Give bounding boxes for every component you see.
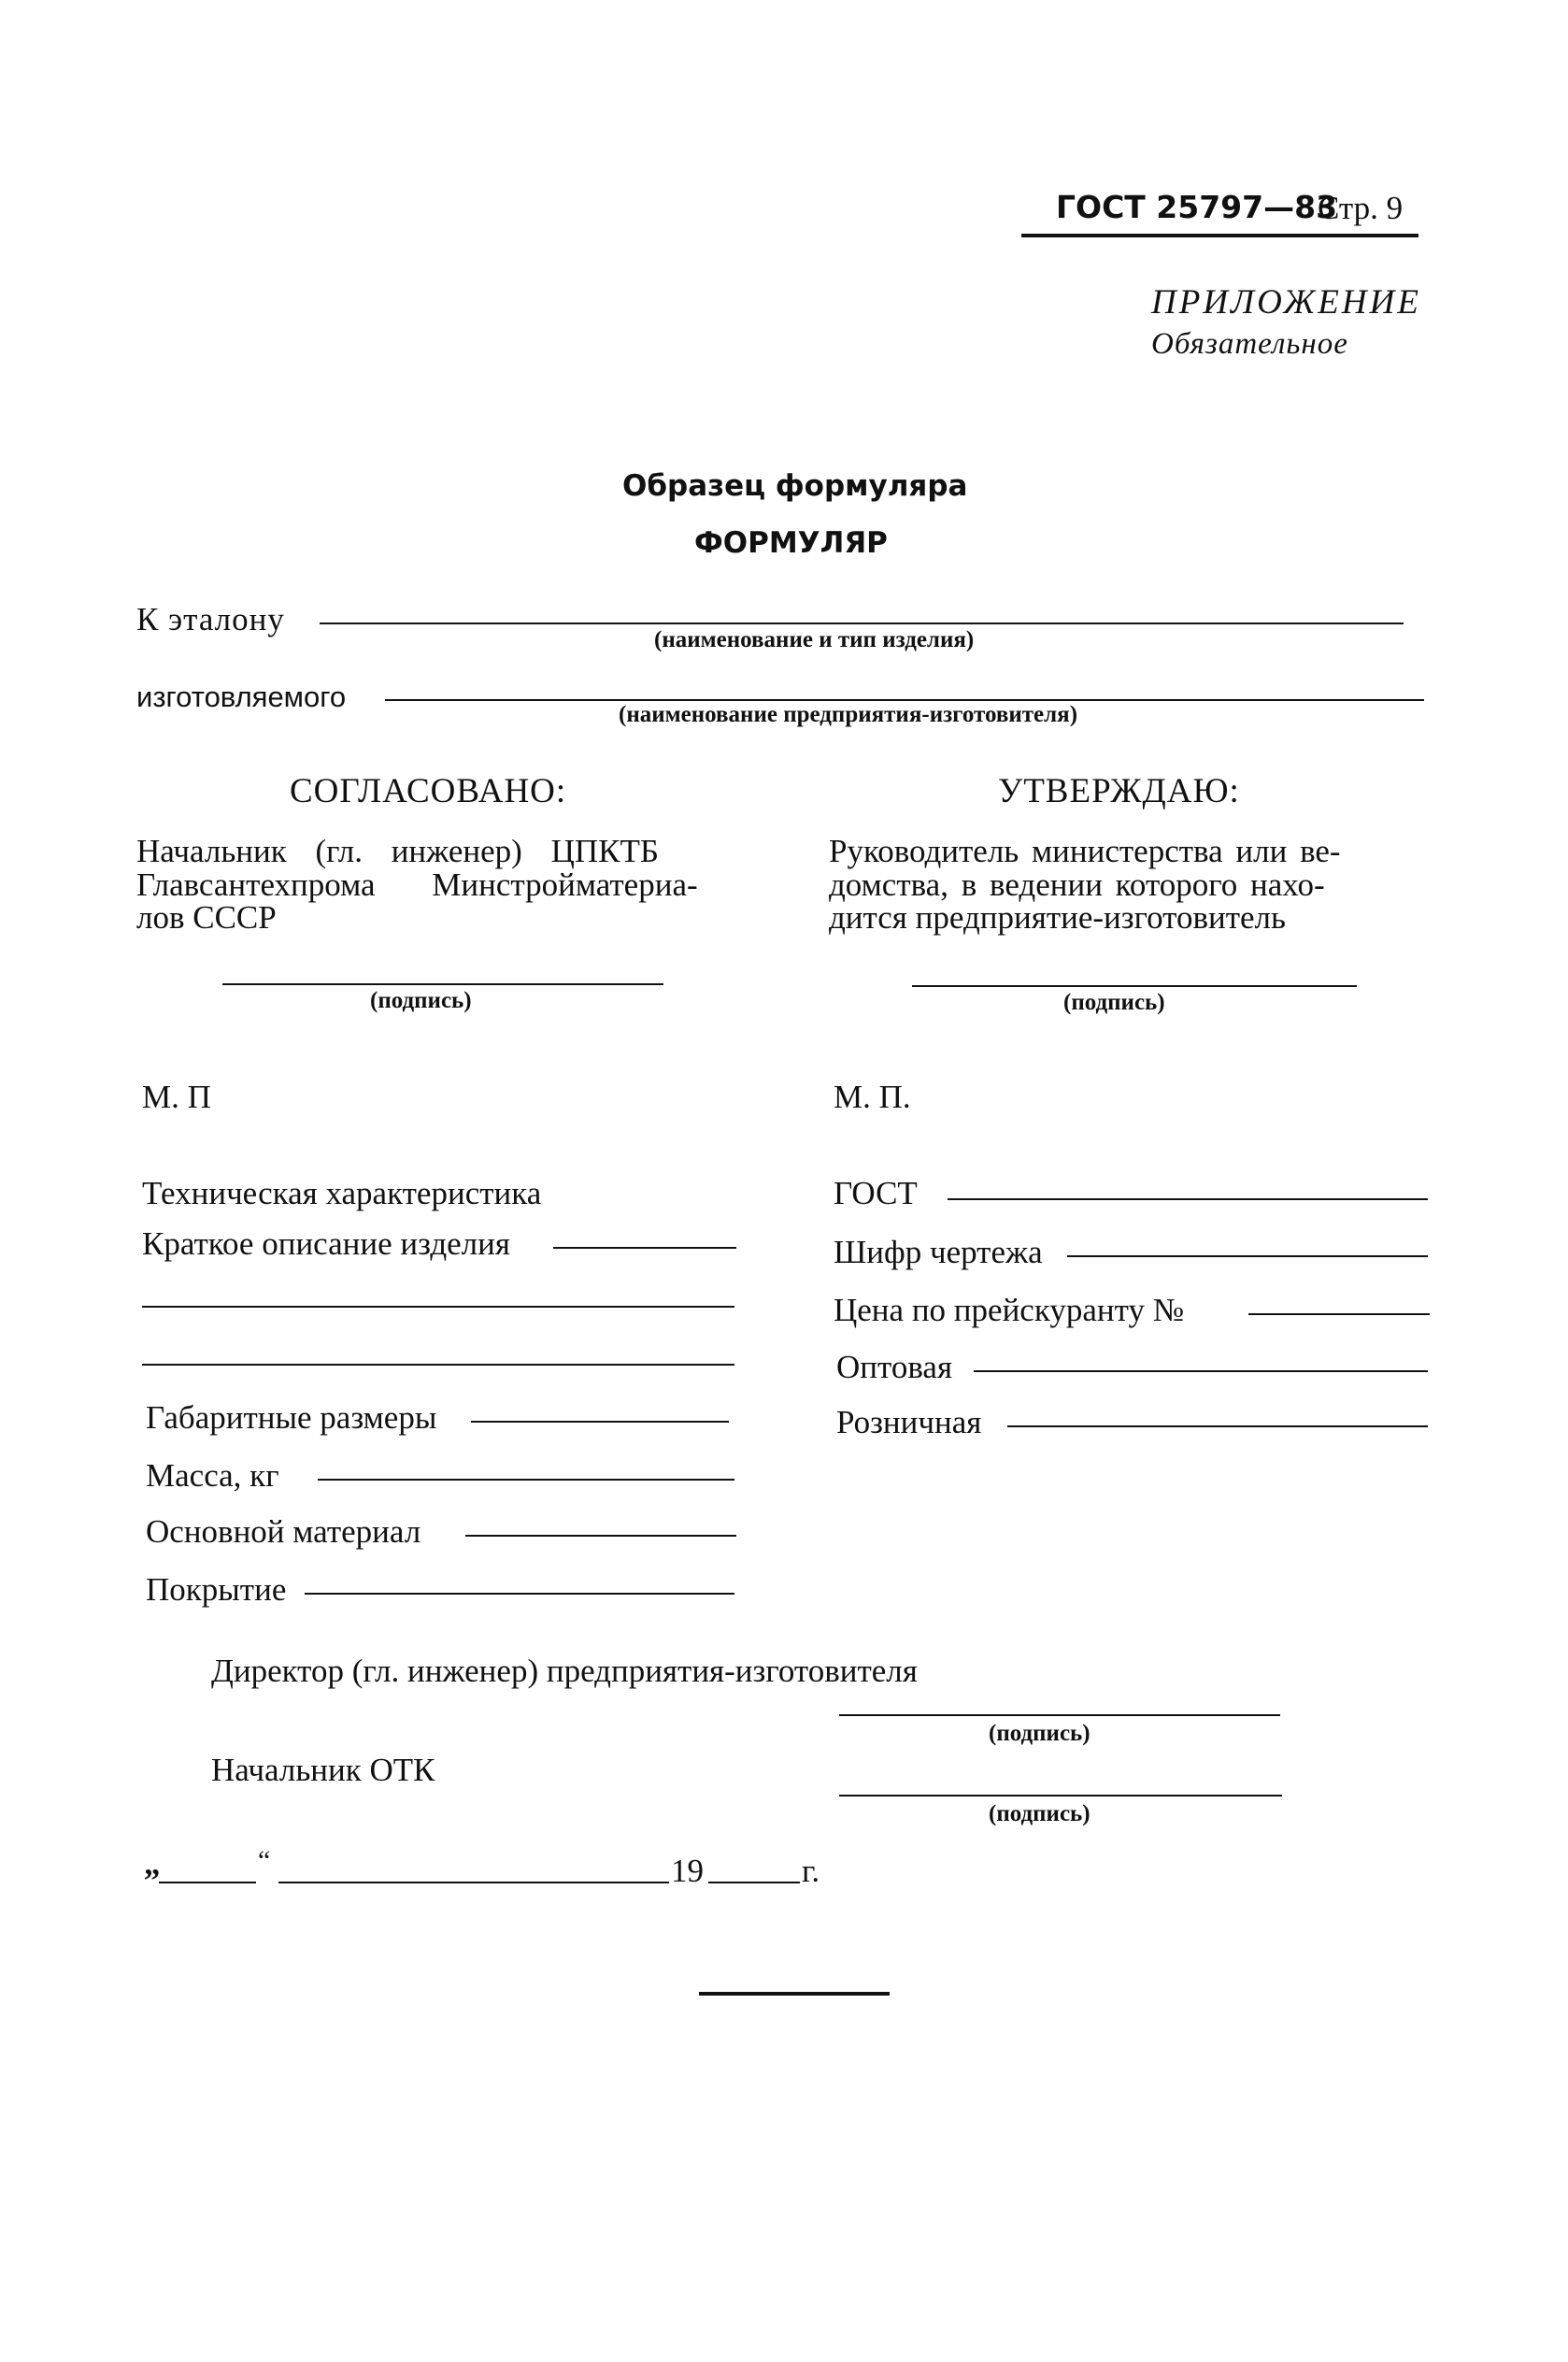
etalon-label: К эталону	[136, 601, 285, 637]
agreed-signature-line	[222, 983, 663, 985]
closing-rule	[699, 1992, 890, 1996]
gost-reference: ГОСТ 25797—83	[1056, 189, 1338, 225]
gost-line	[948, 1198, 1428, 1200]
agreed-line-2: Главсантехпрома Минстройматериа-	[136, 866, 698, 903]
director-signature-caption: (подпись)	[989, 1721, 1090, 1746]
description-line-2	[142, 1306, 734, 1308]
date-open-quote: „	[144, 1845, 161, 1882]
director-label: Директор (гл. инженер) предприятия-изготовителя	[211, 1653, 918, 1689]
coating-label: Покрытие	[146, 1571, 287, 1608]
gost-label: ГОСТ	[834, 1175, 918, 1211]
date-day-line	[159, 1882, 256, 1883]
sample-title: Образец формуляра	[622, 469, 968, 503]
dimensions-line	[471, 1421, 729, 1423]
material-line	[465, 1535, 736, 1537]
mass-line	[318, 1479, 734, 1481]
form-title: ФОРМУЛЯР	[694, 526, 888, 560]
date-month-line	[278, 1882, 669, 1883]
agreed-stamp: М. П	[142, 1079, 211, 1115]
drawing-code-line	[1067, 1255, 1428, 1257]
agreed-heading: СОГЛАСОВАНО:	[290, 772, 567, 810]
otk-signature-caption: (подпись)	[989, 1801, 1090, 1826]
approved-stamp: М. П.	[834, 1079, 911, 1115]
date-year-suffix: г.	[802, 1853, 820, 1889]
date-year-line	[708, 1882, 800, 1883]
manufactured-line	[385, 699, 1424, 701]
description-line-3	[142, 1364, 734, 1366]
coating-line	[305, 1593, 734, 1595]
manufactured-label: изготовляемого	[136, 680, 347, 713]
dimensions-label: Габаритные размеры	[146, 1399, 437, 1436]
appendix-label: ПРИЛОЖЕНИЕ	[1151, 283, 1421, 322]
etalon-caption: (наименование и тип изделия)	[654, 627, 975, 652]
manufactured-caption: (наименование предприятия-изготовителя)	[619, 702, 1078, 727]
material-label: Основной материал	[146, 1513, 421, 1550]
agreed-signature-caption: (подпись)	[370, 988, 472, 1013]
date-close-quote: “	[258, 1845, 271, 1876]
date-year-prefix: 19	[671, 1853, 704, 1889]
header-rule	[1021, 234, 1418, 237]
wholesale-label: Оптовая	[836, 1349, 953, 1385]
wholesale-line	[974, 1370, 1428, 1372]
tech-heading: Техническая характеристика	[142, 1175, 542, 1211]
short-description-line	[553, 1247, 736, 1249]
price-list-line	[1248, 1313, 1430, 1315]
price-list-label: Цена по прейскуранту №	[834, 1292, 1185, 1328]
approved-line-3: дится предприятие-изготовитель	[829, 899, 1286, 936]
drawing-code-label: Шифр чертежа	[834, 1234, 1043, 1270]
approved-line-1: Руководитель министерства или ве-	[829, 833, 1341, 869]
director-signature-line	[839, 1714, 1280, 1716]
otk-signature-line	[839, 1795, 1282, 1797]
short-description-label: Краткое описание изделия	[142, 1225, 510, 1262]
approved-signature-line	[912, 985, 1357, 987]
retail-line	[1007, 1425, 1428, 1427]
etalon-line	[320, 623, 1404, 624]
approved-line-2: домства, в ведении которого нахо-	[829, 866, 1325, 903]
otk-head-label: Начальник ОТК	[211, 1752, 435, 1788]
approved-heading: УТВЕРЖДАЮ:	[998, 772, 1240, 810]
agreed-line-3: лов СССР	[136, 899, 277, 936]
agreed-line-1: Начальник (гл. инженер) ЦПКТБ	[136, 833, 659, 869]
mass-label: Масса, кг	[146, 1457, 279, 1494]
appendix-kind: Обязательное	[1151, 327, 1348, 361]
page-number: Стр. 9	[1318, 190, 1404, 226]
retail-label: Розничная	[836, 1404, 982, 1440]
approved-signature-caption: (подпись)	[1063, 990, 1165, 1015]
